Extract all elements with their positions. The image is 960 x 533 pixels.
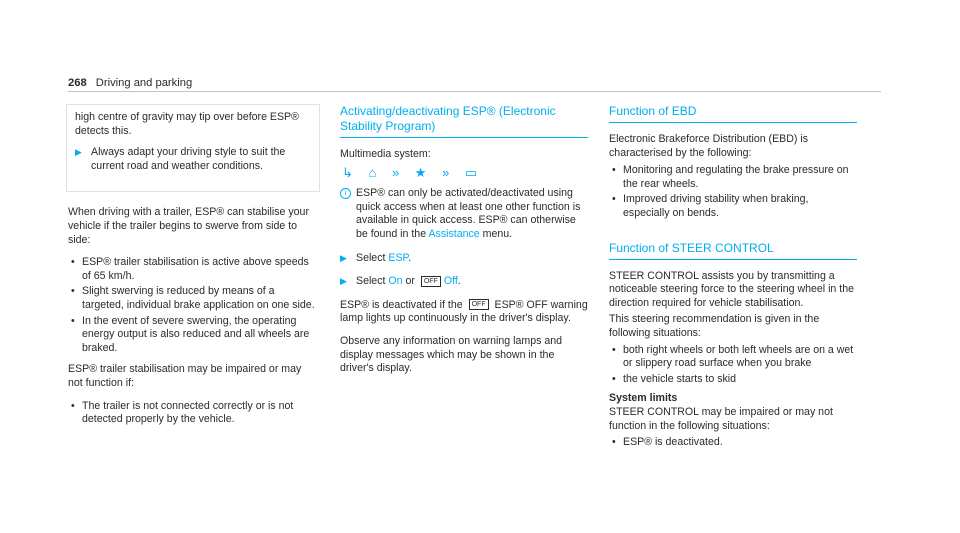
off-option: Off	[443, 275, 458, 288]
column-2	[340, 104, 588, 385]
step-select-esp: ▶ Select ESP.	[340, 251, 412, 264]
limits-list	[609, 436, 857, 450]
list-item: • In the event of severe swerving, the operating energy output is also reduced and all wheels are braked.	[71, 314, 310, 354]
deactivated-text: ESP® is deactivated if the OFF ESP® OFF warning lamp lights up continuously in the driver's display.	[340, 298, 588, 325]
steer-control-heading: Function of STEER CONTROL	[609, 241, 857, 260]
ebd-list	[609, 164, 857, 220]
esp-heading: Activating/deactivating ESP® (Electronic Stability Program)	[340, 104, 588, 138]
warning-note	[66, 104, 320, 192]
on-option: On	[388, 275, 403, 288]
page-header	[68, 77, 192, 91]
menu-path-icons: ↳ ⌂ » ★ » ▭	[342, 164, 484, 180]
trailer-list	[68, 256, 316, 355]
esp-off-icon: OFF	[421, 276, 441, 287]
list-item: • Slight swerving is reduced by means of a targeted, individual brake application on one side.	[71, 285, 315, 311]
list-item: • Monitoring and regulating the brake pressure on the rear wheels.	[612, 164, 849, 190]
assistance-link: Assistance	[428, 227, 480, 240]
list-item: • Improved driving stability when braking, especially on bends.	[612, 193, 809, 219]
step-arrow-icon: ▶	[340, 276, 347, 287]
list-item: • the vehicle starts to skid	[612, 372, 737, 385]
page-number: 268	[68, 77, 87, 89]
limits-text: STEER CONTROL may be impaired or may not function in the following situations:	[609, 405, 833, 432]
note-text: high centre of gravity may tip over before ESP® detects this.	[75, 111, 299, 137]
step-arrow-icon: ▶	[75, 147, 82, 158]
ebd-heading: Function of EBD	[609, 104, 857, 123]
note-step: ▶ Always adapt your driving style to suit the current road and weather conditions.	[75, 146, 286, 172]
ebd-intro: Electronic Brakeforce Distribution (EBD) is characterised by the following:	[609, 133, 808, 159]
list-item: • The trailer is not connected correctly or is not detected properly by the vehicle.	[71, 399, 294, 426]
step-select-on-off: ▶ Select On or OFF Off.	[340, 275, 461, 288]
trailer-intro: When driving with a trailer, ESP® can stabilise your vehicle if the trailer begins to swerve from side to side:	[68, 206, 309, 246]
step-arrow-icon: ▶	[340, 252, 347, 263]
info-note: i ESP® can only be activated/deactivated using quick access when at least one other function is available in quick access. ESP® can otherwise be found in the Assistance menu.	[340, 187, 588, 241]
system-limits-heading: System limits	[609, 392, 678, 405]
esp-off-warning-icon: OFF	[469, 299, 489, 310]
list-item: • ESP® is deactivated.	[612, 436, 723, 449]
impair-intro: ESP® trailer stabilisation may be impaired or may not function if:	[68, 363, 302, 389]
steer-intro: STEER CONTROL assists you by transmitting a noticeable steering force to the steering wheel in the direction required for vehicle stabilisation.	[609, 269, 854, 309]
list-item: • both right wheels or both left wheels are on a wet or slippery road surface when you brake	[612, 343, 854, 370]
multimedia-label: Multimedia system:	[340, 148, 431, 160]
observe-text: Observe any information on warning lamps and display messages which may be shown in the driver's display.	[340, 334, 562, 375]
impair-list	[68, 400, 316, 427]
esp-option: ESP	[388, 251, 409, 264]
steer-recommendation: This steering recommendation is given in the following situations:	[609, 313, 820, 339]
column-3	[609, 104, 857, 458]
column-1	[68, 104, 316, 435]
section-title: Driving and parking	[95, 77, 193, 89]
menu-path	[342, 166, 588, 180]
header-divider	[68, 91, 881, 92]
info-icon: i	[340, 188, 351, 199]
list-item: • ESP® trailer stabilisation is active above speeds of 65 km/h.	[71, 256, 309, 282]
steer-list	[609, 344, 857, 387]
